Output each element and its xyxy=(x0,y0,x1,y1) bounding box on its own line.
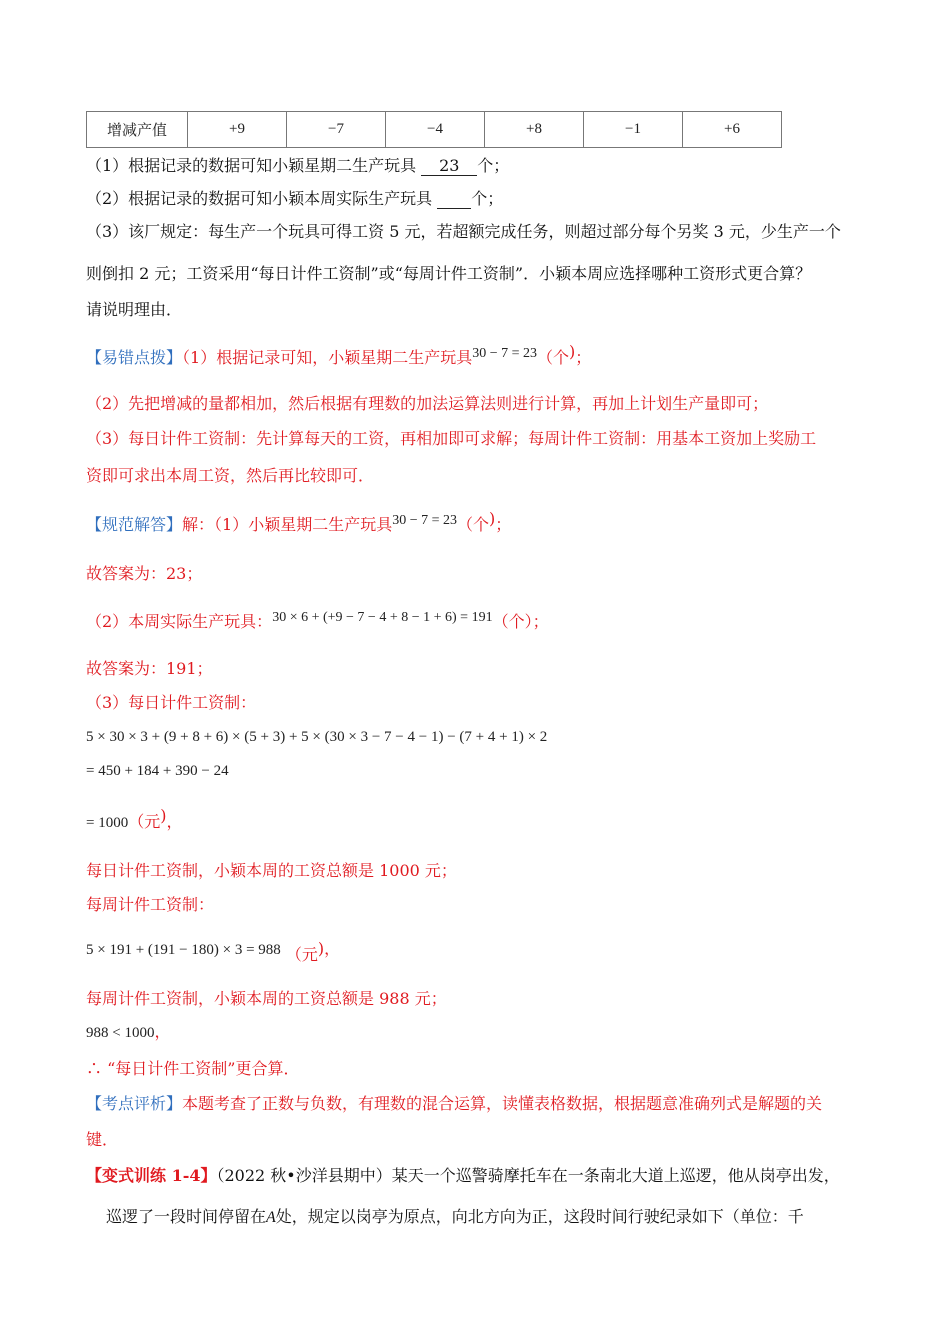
weekly-formula-line: 5 × 191 + (191 − 180) × 3 = 988 （元)， xyxy=(86,939,341,964)
solution-tag: 【规范解答】 xyxy=(86,515,183,534)
value-cell-2: −7 xyxy=(287,112,386,148)
answer-2: 故答案为：191； xyxy=(86,659,213,678)
solution-line-2: （2）本周实际生产玩具：30 × 6 + (+9 − 7 − 4 + 8 − 1 + 6) = 191（个）； xyxy=(86,610,549,631)
weekly-total: 每周计件工资制，小颖本周的工资总额是 988 元； xyxy=(86,989,447,1008)
question-3-line-3: 请说明理由． xyxy=(86,300,183,319)
q2-answer-blank xyxy=(437,190,471,209)
value-cell-5: −1 xyxy=(584,112,683,148)
value-cell-6: +6 xyxy=(683,112,782,148)
table-row xyxy=(87,112,782,148)
analysis-line-1: 【考点评析】本题考查了正数与负数，有理数的混合运算，读懂表格数据，根据题意准确列式是解题的关 xyxy=(86,1094,823,1113)
conclusion: ∴ “每日计件工资制”更合算． xyxy=(86,1059,300,1078)
q1-answer-blank: 23 xyxy=(421,157,477,176)
question-1: （1）根据记录的数据可知小颖星期二生产玩具 23 个； xyxy=(86,156,510,175)
compare-line: 988 < 1000， xyxy=(86,1022,171,1041)
weekly-title: 每周计件工资制： xyxy=(86,895,215,914)
production-table xyxy=(86,111,782,148)
question-3-line-2: 则倒扣 2 元；工资采用“每日计件工资制”或“每周计件工资制”．小颖本周应选择哪种工资形式更合算？ xyxy=(86,264,812,283)
question-3-line-1: （3）该厂规定：每生产一个玩具可得工资 5 元，若超额完成任务，则超过部分每个另奖 3 元，少生产一个 xyxy=(86,222,841,241)
solution-3-formula-3: = 1000（元)， xyxy=(86,806,183,831)
solution-formula-2: 30 × 6 + (+9 − 7 − 4 + 8 − 1 + 6) = 191 xyxy=(272,610,493,625)
hint-line-4: 资即可求出本周工资，然后再比较即可． xyxy=(86,466,375,485)
daily-total: 每日计件工资制，小颖本周的工资总额是 1000 元； xyxy=(86,861,457,880)
solution-3-title: （3）每日计件工资制： xyxy=(86,693,257,712)
answer-1: 故答案为：23； xyxy=(86,564,203,583)
hint-tag: 【易错点拨】 xyxy=(86,348,183,367)
value-cell-3: −4 xyxy=(386,112,485,148)
row-label-cell: 增减产值 xyxy=(87,112,188,148)
variant-tag: 【变式训练 1-4】 xyxy=(86,1166,217,1185)
value-cell-1: +9 xyxy=(188,112,287,148)
solution-line-1: 【规范解答】解：（1）小颖星期二生产玩具30 − 7 = 23（个)； xyxy=(86,509,512,534)
solution-formula-1: 30 − 7 = 23 xyxy=(392,513,457,528)
value-cell-4: +8 xyxy=(485,112,584,148)
solution-3-formula-1: 5 × 30 × 3 + (9 + 8 + 6) × (5 + 3) + 5 × (30 × 3 − 7 − 4 − 1) − (7 + 4 + 1) × 2 xyxy=(86,729,548,745)
hint-line-3: （3）每日计件工资制：先计算每天的工资，再相加即可求解；每周计件工资制：用基本工资加上奖励工 xyxy=(86,429,817,448)
next-problem-line-2: 巡逻了一段时间停留在A处，规定以岗亭为原点，向北方向为正，这段时间行驶纪录如下（单位：千 xyxy=(106,1207,804,1226)
weekly-formula: 5 × 191 + (191 − 180) × 3 = 988 xyxy=(86,942,281,958)
hint-formula: 30 − 7 = 23 xyxy=(472,346,537,361)
analysis-tag: 【考点评析】 xyxy=(86,1094,183,1113)
next-problem-line-1: 【变式训练 1-4】（2022 秋•沙洋县期中）某天一个巡警骑摩托车在一条南北大道上巡逻，他从岗亭出发， xyxy=(86,1166,840,1185)
hint-line-2: （2）先把增减的量都相加，然后根据有理数的加法运算法则进行计算，再加上计划生产量即可； xyxy=(86,394,769,413)
solution-3-formula-2: = 450 + 184 + 390 − 24 xyxy=(86,763,229,779)
analysis-line-2: 键． xyxy=(86,1130,119,1149)
hint-line-1: 【易错点拨】（1）根据记录可知，小颖星期二生产玩具30 − 7 = 23（个)； xyxy=(86,342,592,367)
question-2: （2）根据记录的数据可知小颖本周实际生产玩具 个； xyxy=(86,189,504,208)
